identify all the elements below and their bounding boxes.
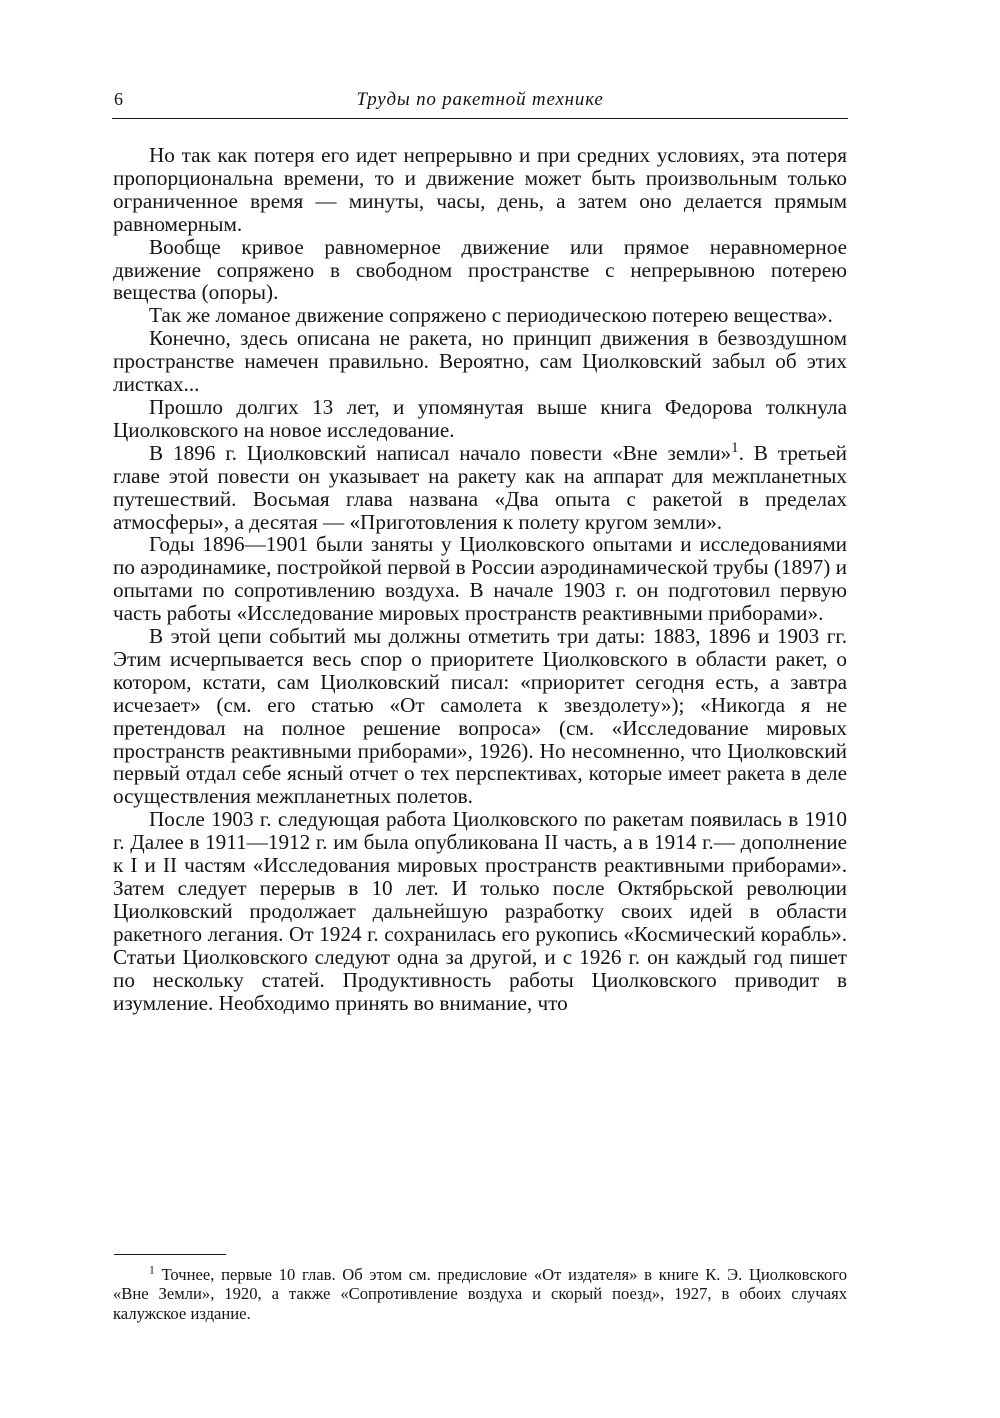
- page-number: 6: [114, 89, 123, 109]
- paragraph-5: Прошло долгих 13 лет, и упомянутая выше книга Федорова толкнула Циолковского на новое исследование.: [113, 394, 847, 442]
- running-title: Труды по ракетной технике: [356, 89, 604, 110]
- paragraph-8: В этой цепи событий мы должны отметить три даты: 1883, 1896 и 1903 гг. Этим исчерпывается весь спор о приоритете Циолковского в области ракет, о котором, кстати, сам Циолковский писал: «приоритет сегодня есть, а завтра исчезает» (см. его статью «От самолета к звездолету»); «Никогда я не претендовал на полное решение вопроса» (см. «Исследование мировых пространств реактивными приборами», 1926). Но несомненно, что Циолковский первый отдал себе ясный отчет о тех перспективах, которые имеет ракета в деле осуществления межпланетных полетов.: [113, 624, 847, 809]
- footnote-text: Точнее, первые 10 глав. Об этом см. предисловие «От издателя» в книге К. Э. Циолковского «Вне Земли», 1920, а также «Сопротивление воздуха и скорый поезд», 1927, в обоих случаях калужское издание.: [113, 1265, 847, 1323]
- footnote-divider: [114, 1254, 226, 1255]
- running-header: [112, 88, 848, 119]
- footnotes: [113, 1265, 847, 1323]
- footnote-1: [113, 1265, 847, 1323]
- paragraph-4: Конечно, здесь описана не ракета, но принцип движения в безвоздушном пространстве намечен правильно. Вероятно, сам Циолковский забыл об этих листках...: [113, 326, 847, 397]
- paragraph-6-start: В 1896 г. Циолковский написал начало повести «Вне земли»: [149, 440, 732, 465]
- footnote-marker: 1: [149, 1263, 155, 1277]
- paragraph-2: Вообще кривое равномерное движение или прямое неравномерное движение сопряжено в свободном пространстве с непрерывною потерею вещества (опоры).: [113, 234, 847, 305]
- paragraph-6: [113, 439, 848, 534]
- paragraph-1: Но так как потеря его идет непрерывно и при средних условиях, эта потеря пропорциональна времени, то и движение может быть произвольным только ограниченное время — минуты, часы, день, а затем оно делается прямым равномерным.: [113, 143, 847, 236]
- paragraph-3: Так же ломаное движение сопряжено с периодическою потерею вещества».: [149, 303, 833, 328]
- paragraph-6-rest: . В третьей главе этой повести он указывает на ракету как на аппарат для межпланетных путешествий. Восьмая глава названа «Два опыта с ракетой в пределах атмосферы», а десятая — «Приготовления к полету кругом земли».: [113, 440, 848, 534]
- footnote-reference: 1: [731, 439, 739, 456]
- paragraph-9: После 1903 г. следующая работа Циолковского по ракетам появилась в 1910 г. Далее в 1911—1912 г. им была опубликована II часть, а в 1914 г.— дополнение к I и II частям «Исследования мировых пространств реактивными приборами». Затем следует перерыв в 10 лет. И только после Октябрьской революции Циолковский продолжает дальнейшую разработку своих идей в области ракетного легания. От 1924 г. сохранилась его рукопись «Космический корабль». Статьи Циолковского следуют одна за другой, и с 1926 г. он каждый год пишет по нескольку статей. Продуктивность работы Циолковского приводит в изумление. Необходимо принять во внимание, что: [113, 807, 847, 1015]
- paragraph-7: Годы 1896—1901 были заняты у Циолковского опытами и исследованиями по аэродинамике, постройкой первой в России аэродинамической трубы (1897) и опытами по сопротивлению воздуха. В начале 1903 г. он подготовил первую часть работы «Исследование мировых пространств реактивными приборами».: [113, 532, 847, 626]
- main-text: [113, 144, 847, 1014]
